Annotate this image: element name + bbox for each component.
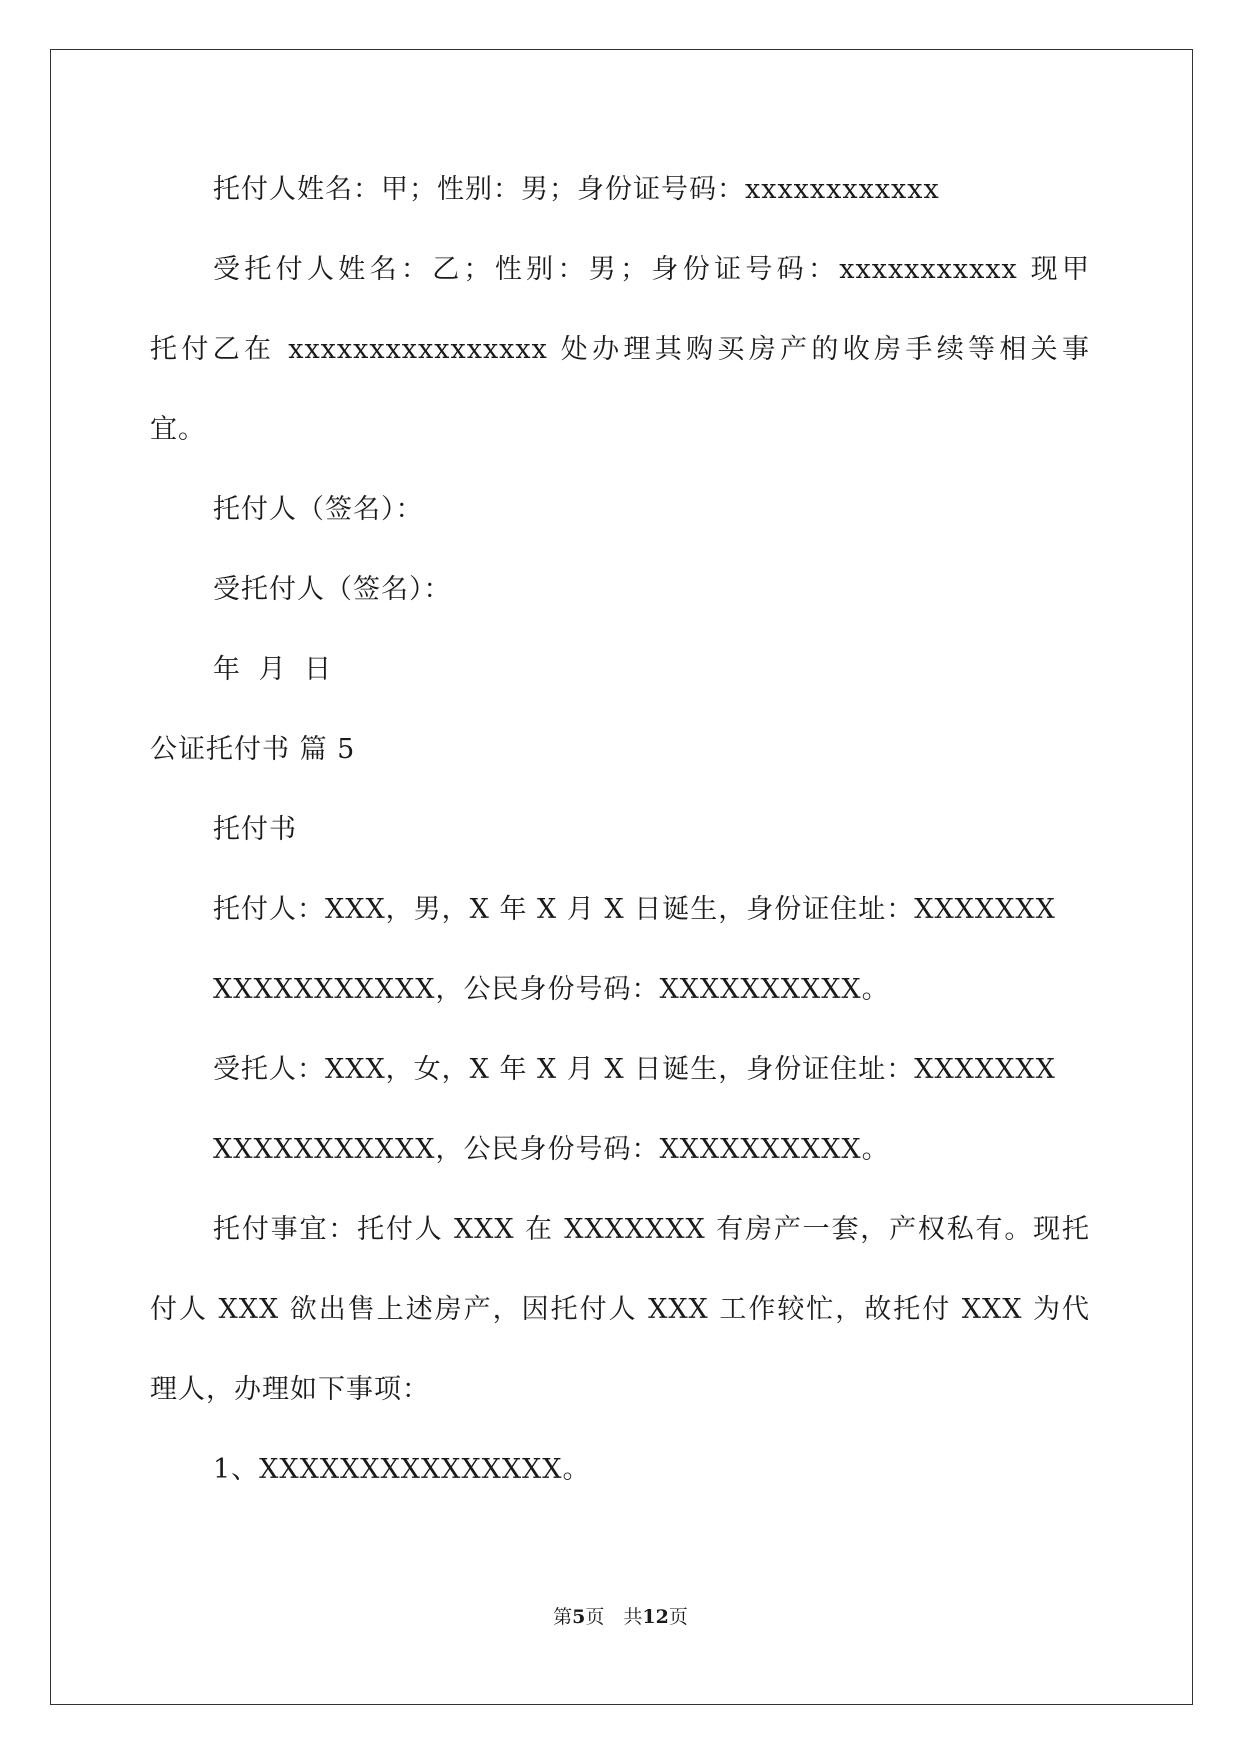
- page-footer: [0, 1604, 1241, 1630]
- matter-description-end-line: 宜。: [150, 414, 206, 445]
- footer-page-suffix: 页: [585, 1606, 605, 1628]
- list-item: 1、XXXXXXXXXXXXXXX。: [213, 1454, 591, 1485]
- footer-prefix: 第: [553, 1606, 573, 1628]
- section-heading: 公证托付书 篇 5: [150, 734, 356, 765]
- total-pages: 12: [642, 1606, 669, 1628]
- entrusted-matter-line: 托付事宜：托付人 XXX 在 XXXXXXX 有房产一套，产权私有。现托: [213, 1214, 1090, 1245]
- entrusted-matter-line-2: 付人 XXX 欲出售上述房产，因托付人 XXX 工作较忙，故托付 XXX 为代: [150, 1294, 1090, 1325]
- entrusted-matter-line-3: 理人，办理如下事项：: [150, 1374, 430, 1405]
- page-number: 5: [572, 1606, 586, 1628]
- date-line: 年 月 日: [213, 654, 333, 685]
- principal-id-line: XXXXXXXXXXX，公民身份号码：XXXXXXXXXX。: [213, 974, 890, 1005]
- agent-details-line: 受托人：XXX，女，X 年 X 月 X 日诞生，身份证住址：XXXXXXX: [213, 1054, 1056, 1085]
- agent-signature-line: 受托付人（签名）：: [213, 574, 452, 605]
- agent-id-line: XXXXXXXXXXX，公民身份号码：XXXXXXXXXX。: [213, 1134, 890, 1165]
- footer-total-prefix: 共: [623, 1606, 643, 1628]
- footer-total-suffix: 页: [668, 1606, 688, 1628]
- principal-signature-line: 托付人（签名）：: [213, 494, 424, 525]
- matter-description-line: 托付乙在 xxxxxxxxxxxxxxxx 处办理其购买房产的收房手续等相关事: [150, 334, 1090, 365]
- principal-info-line: 托付人姓名：甲；性别：男；身份证号码：xxxxxxxxxxxx: [213, 174, 940, 205]
- agent-info-line: 受托付人姓名：乙；性别：男；身份证号码：xxxxxxxxxxx 现甲: [213, 254, 1090, 285]
- principal-details-line: 托付人：XXX，男，X 年 X 月 X 日诞生，身份证住址：XXXXXXX: [213, 894, 1056, 925]
- document-title: 托付书: [213, 814, 297, 845]
